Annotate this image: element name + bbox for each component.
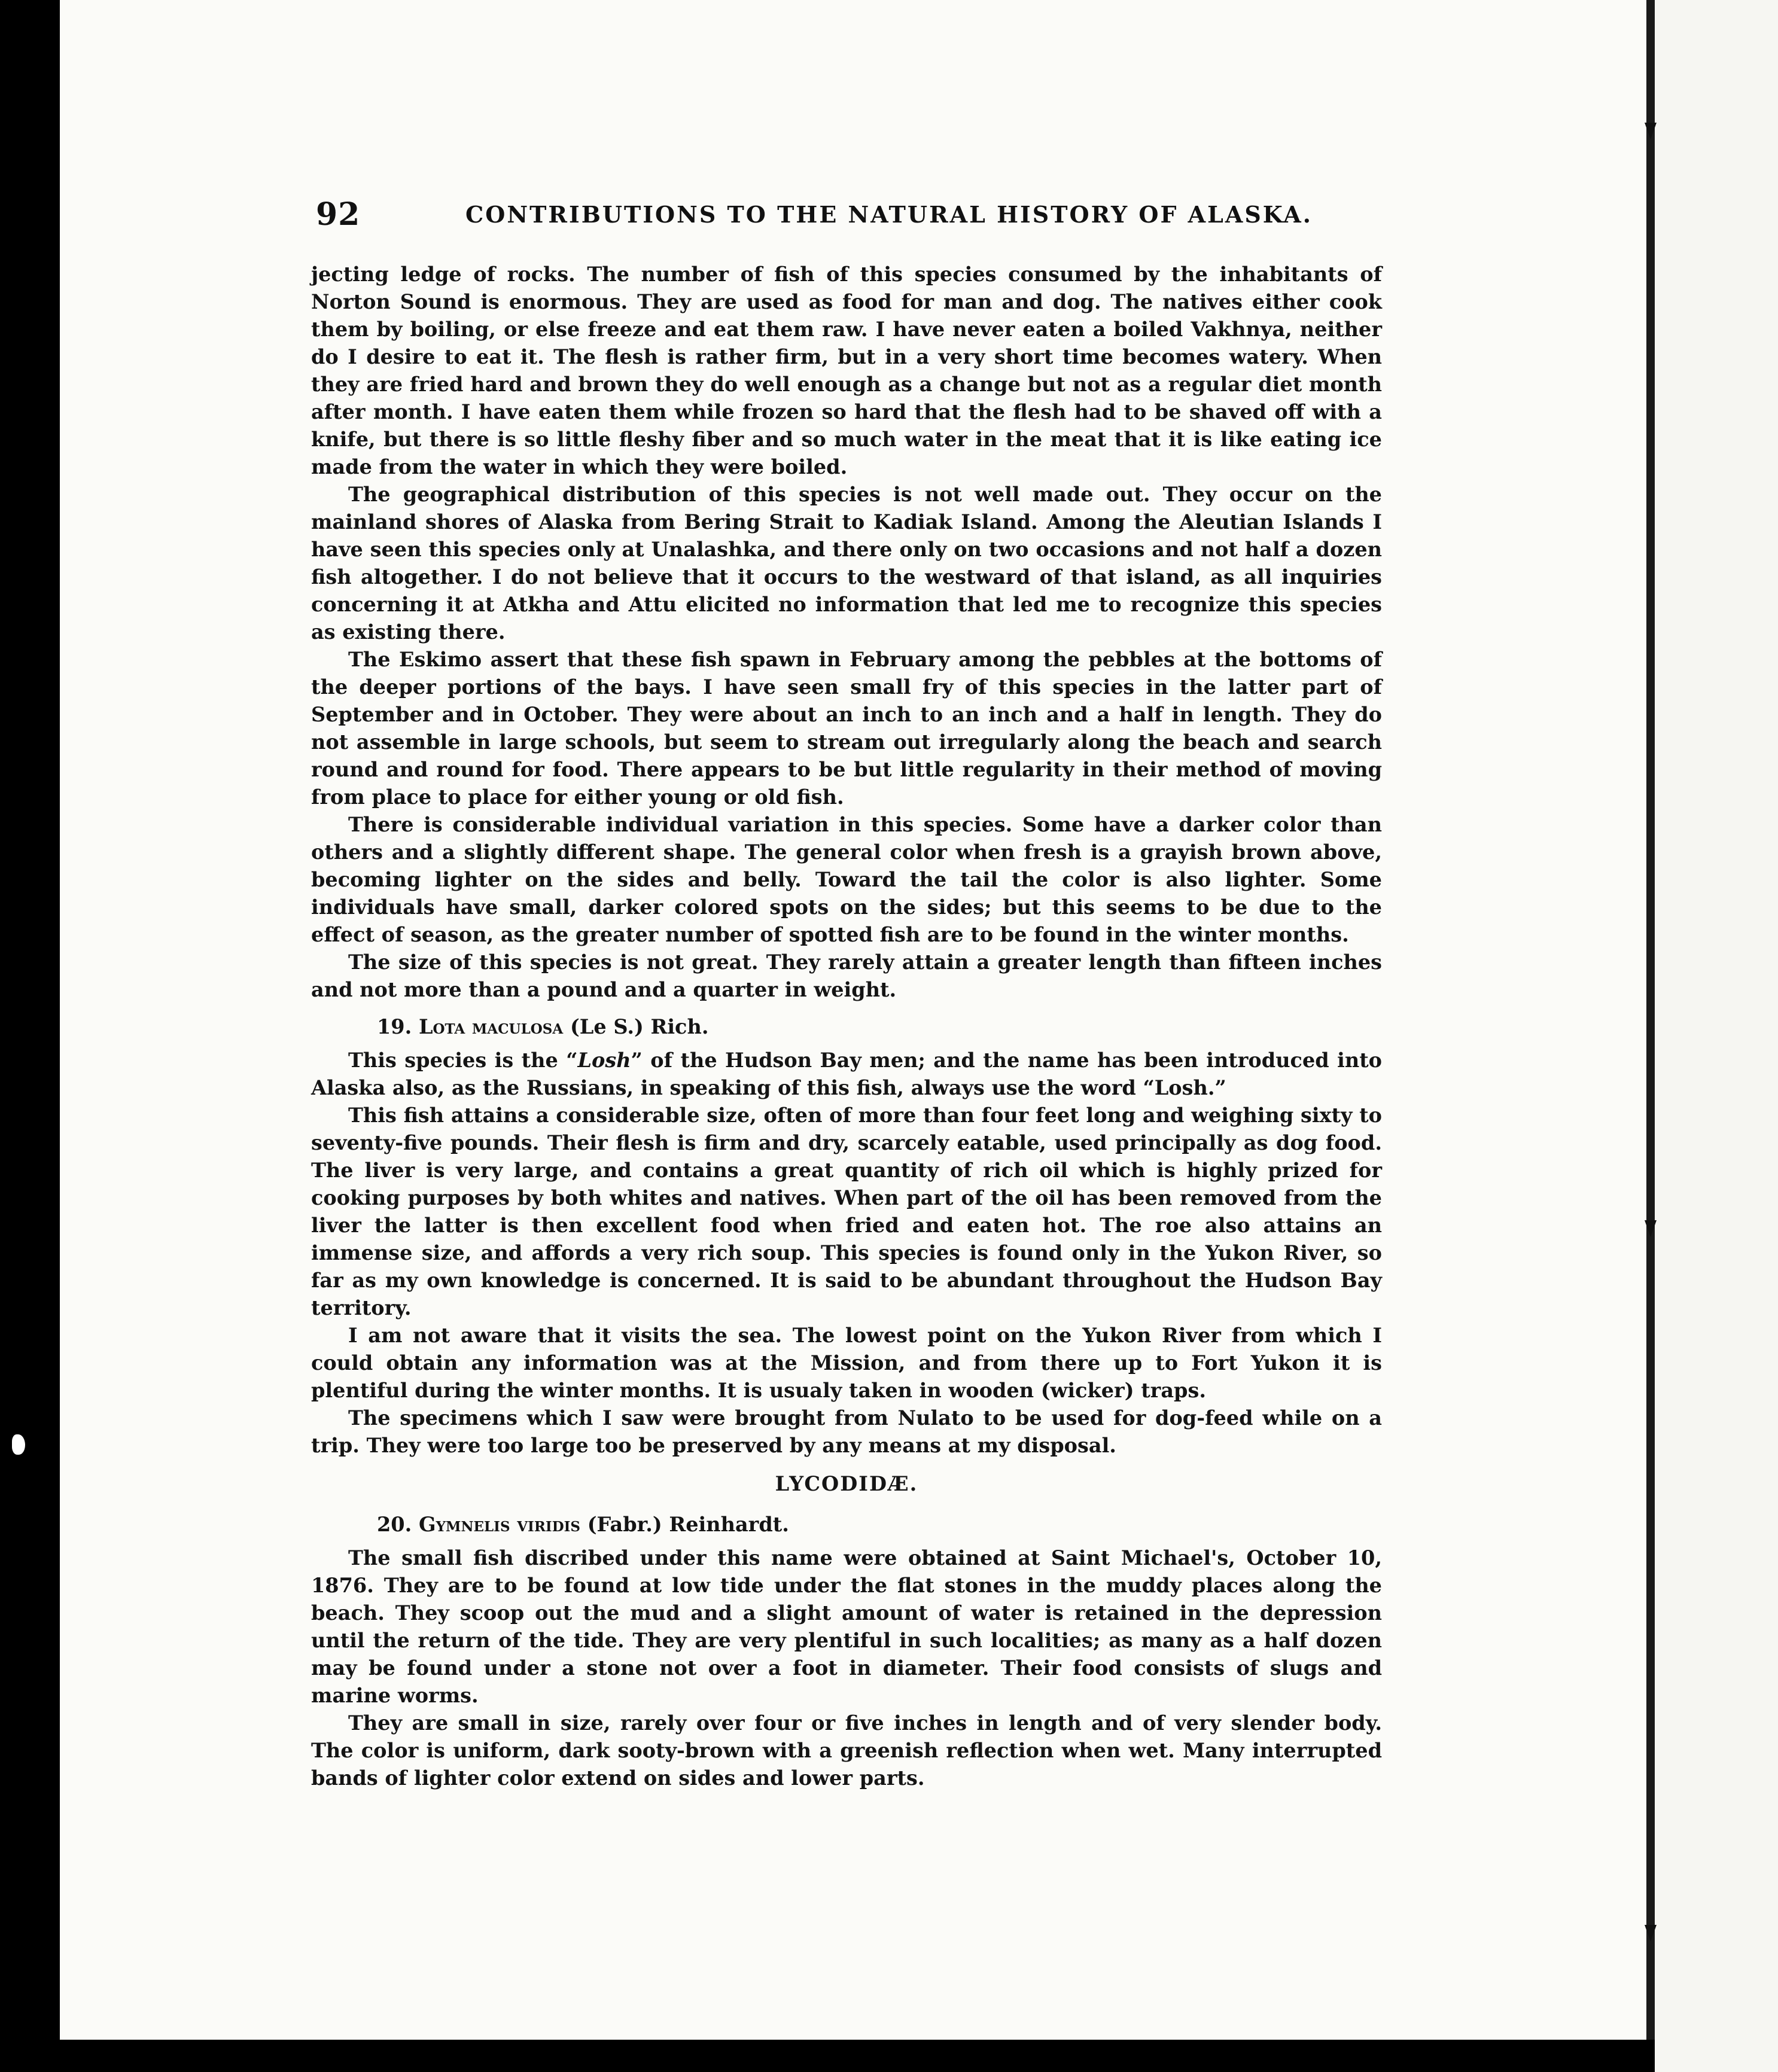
paragraph: I am not aware that it visits the sea. The lowest point on the Yukon River from which I could obtain any information was at the Mission, and from there up to Fort Yukon it is plentiful during the winter months. It is usualy taken in wooden (wicker) traps. <box>311 1324 1382 1402</box>
paragraph: The small fish discribed under this name were obtained at Saint Michael's, October 10, 1876. They are to be found at low tide under the flat stones in the muddy places along the beach. They scoop out the mud and a slight amount of water is retained in the depression until the return of the tide. They are very plentiful in such localities; as many as a half dozen may be found under a stone not over a foot in diameter. Their food consists of slugs and marine worms. <box>311 1546 1382 1707</box>
species-number: 20. <box>377 1513 412 1536</box>
italic-term: Losh <box>577 1049 631 1072</box>
running-header <box>316 196 1387 238</box>
species-heading <box>311 1501 1382 1544</box>
scan-border <box>0 2040 1655 2072</box>
paragraph: The specimens which I saw were brought from Nulato to be used for dog-feed while on a trip. They were too large too be preserved by any means at my disposal. <box>311 1406 1382 1457</box>
species-name: Lota maculosa <box>418 1015 564 1038</box>
paragraph: The size of this species is not great. They rarely attain a greater length than fifteen inches and not more than a pound and a quarter in weight. <box>311 950 1382 1001</box>
paragraph: The Eskimo assert that these fish spawn in February among the pebbles at the bottoms of the deeper portions of the bays. I have seen small fry of this species in the latter part of September and in October. They were about an inch to an inch and a half in length. They do not assemble in large schools, but seem to stream out irregularly along the beach and search round and round for food. There appears to be but little regularity in their method of moving from place to place for either young or old fish. <box>311 648 1382 809</box>
paragraph <box>311 1047 1382 1102</box>
paragraph: This fish attains a considerable size, often of more than four feet long and weighing sixty to seventy-five pounds. Their flesh is firm and dry, scarcely eatable, used principally as dog food. The liver is very large, and contains a great quantity of rich oil which is highly prized for cooking purposes by both whites and natives. When part of the oil has been removed from the liver the latter is then excellent food when fried and eaten hot. The roe also attains an immense size, and affords a very rich soup. This species is found only in the Yukon River, so far as my own knowledge is concerned. It is said to be abundant throughout the Hudson Bay territory. <box>311 1104 1382 1320</box>
paragraph: The geographical distribution of this species is not well made out. They occur on the mainland shores of Alaska from Bering Strait to Kadiak Island. Among the Aleutian Islands I have seen this species only at Unalashka, and there only on two occasions and not half a dozen fish altogether. I do not believe that it occurs to the westward of that island, as all inquiries concerning it at Atkha and Attu elicited no information that led me to recognize this species as existing there. <box>311 483 1382 644</box>
fold-marker-icon <box>1645 1925 1657 1942</box>
paragraph-text: ” of the Hudson Bay men; and the name has been introduced into Alaska also, as the Russians, in speaking of this fish, always use the word “Losh.” <box>311 1049 1383 1099</box>
adjacent-page-edge <box>1655 0 1778 2072</box>
fold-marker-icon <box>1645 1220 1657 1237</box>
paragraph-text: This species is the “ <box>348 1049 578 1072</box>
species-name: Gymnelis viridis <box>418 1513 581 1536</box>
species-authority: (Le S.) Rich. <box>570 1015 709 1038</box>
species-heading <box>311 1004 1382 1047</box>
species-authority: (Fabr.) Reinhardt. <box>587 1513 789 1536</box>
family-heading: LYCODIDÆ. <box>775 1472 918 1495</box>
body-text <box>311 261 1382 1792</box>
fold-marker-icon <box>1645 123 1657 139</box>
species-number: 19. <box>377 1015 412 1038</box>
scan-artifact <box>12 1434 25 1455</box>
paragraph: There is considerable individual variation in this species. Some have a darker color than others and a slightly different shape. The general color when fresh is a grayish brown above, becoming lighter on the sides and belly. Toward the tail the color is also lighter. Some individuals have small, darker colored spots on the sides; but this seems to be due to the effect of season, as the greater number of spotted fish are to be found in the winter months. <box>311 813 1382 946</box>
page-gutter <box>1646 0 1655 2072</box>
running-title: CONTRIBUTIONS TO THE NATURAL HISTORY OF ALASKA. <box>465 201 1313 228</box>
paragraph: They are small in size, rarely over four or five inches in length and of very slender body. The color is uniform, dark sooty-brown with a greenish reflection when wet. Many interrupted bands of lighter color extend on sides and lower parts. <box>311 1711 1382 1790</box>
paragraph: jecting ledge of rocks. The number of fish of this species consumed by the inhabitants of Norton Sound is enormous. They are used as food for man and dog. The natives either cook them by boiling, or else freeze and eat them raw. I have never eaten a boiled Vakhnya, neither do I desire to eat it. The flesh is rather firm, but in a very short time becomes watery. When they are fried hard and brown they do well enough as a change but not as a regular diet month after month. I have eaten them while frozen so hard that the flesh had to be shaved off with a knife, but there is so little fleshy fiber and so much water in the meat that it is like eating ice made from the water in which they were boiled. <box>311 263 1382 479</box>
page-number: 92 <box>316 196 361 233</box>
